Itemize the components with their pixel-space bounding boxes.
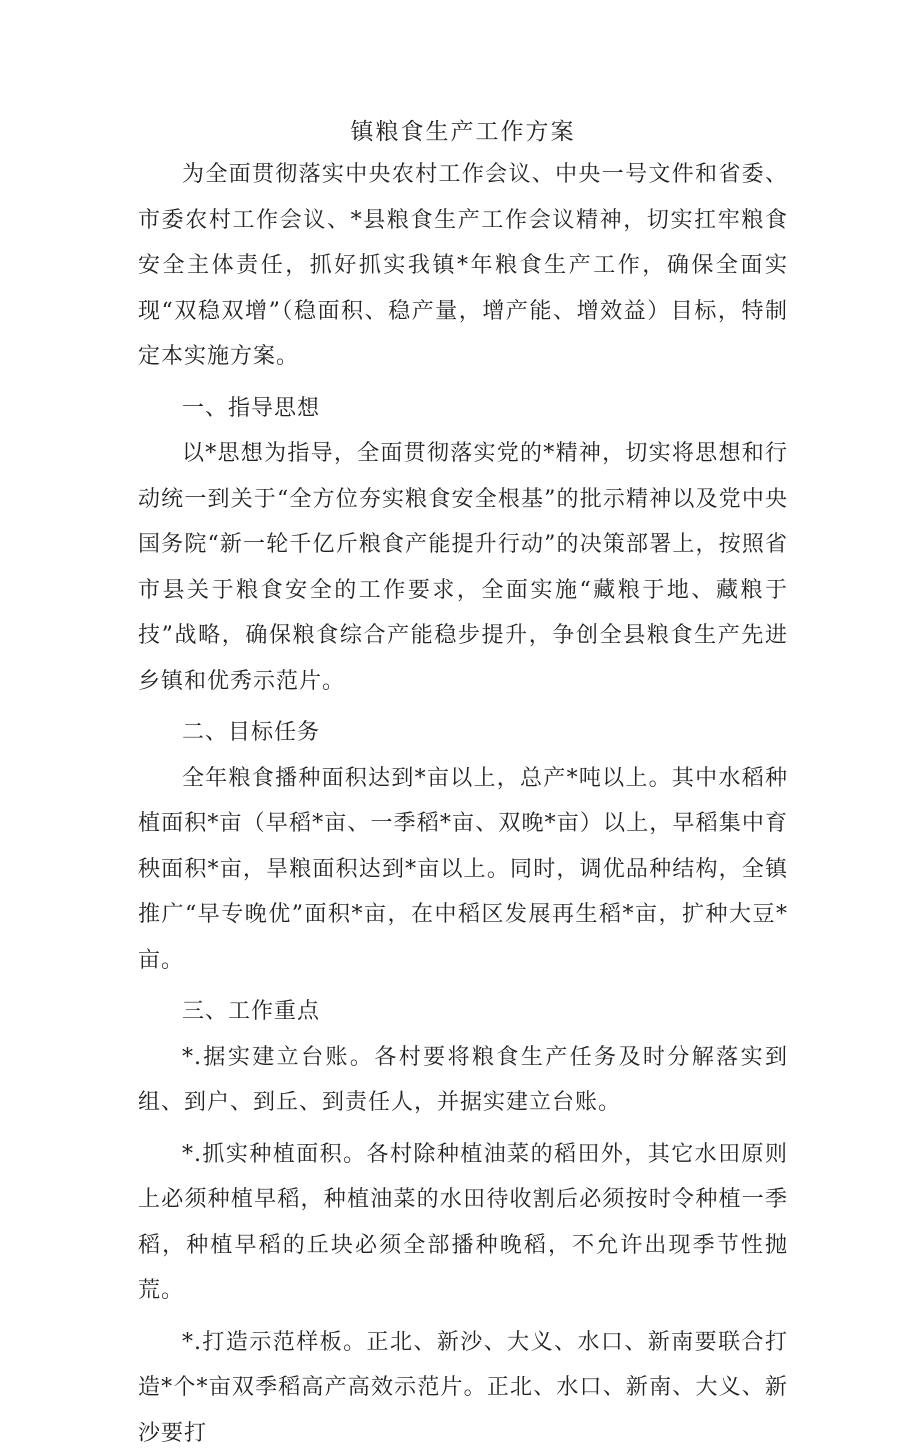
section-guiding-ideology bbox=[138, 386, 788, 705]
section-goals-tasks bbox=[138, 710, 788, 983]
section-work-focus bbox=[138, 989, 788, 1456]
section-paragraph: *.抓实种植面积。各村除种植油菜的稻田外，其它水田原则上必须种植早稻，种植油菜的水田待收割后必须按时令种植一季稻，种植早稻的丘块必须全部播种晚稻，不允许出现季节性抛荒。 bbox=[138, 1132, 788, 1314]
section-paragraph: 以*思想为指导，全面贯彻落实党的*精神，切实将思想和行动统一到关于“全方位夯实粮食安全根基”的批示精神以及党中央国务院“新一轮千亿斤粮食产能提升行动”的决策部署上，按照省市县关于粮食安全的工作要求，全面实施“藏粮于地、藏粮于技”战略，确保粮食综合产能稳步提升，争创全县粮食生产先进乡镇和优秀示范片。 bbox=[138, 431, 788, 704]
section-paragraph: *.打造示范样板。正北、新沙、大义、水口、新南要联合打造*个*亩双季稻高产高效示范片。正北、水口、新南、大义、新沙要打 bbox=[138, 1320, 788, 1456]
section-paragraph: 全年粮食播种面积达到*亩以上，总产*吨以上。其中水稻种植面积*亩（早稻*亩、一季稻*亩、双晚*亩）以上，早稻集中育秧面积*亩，旱粮面积达到*亩以上。同时，调优品种结构，全镇推广“早专晚优”面积*亩，在中稻区发展再生稻*亩，扩种大豆*亩。 bbox=[138, 756, 788, 984]
document-body bbox=[138, 112, 788, 1456]
document-title: 镇粮食生产工作方案 bbox=[138, 112, 788, 152]
section-heading: 一、指导思想 bbox=[138, 386, 788, 432]
section-heading: 三、工作重点 bbox=[138, 989, 788, 1035]
section-paragraph: *.据实建立台账。各村要将粮食生产任务及时分解落实到组、到户、到丘、到责任人，并据实建立台账。 bbox=[138, 1035, 788, 1126]
intro-paragraph: 为全面贯彻落实中央农村工作会议、中央一号文件和省委、市委农村工作会议、*县粮食生产工作会议精神，切实扛牢粮食安全主体责任，抓好抓实我镇*年粮食生产工作，确保全面实现“双稳双增”（稳面积、稳产量，增产能、增效益）目标，特制定本实施方案。 bbox=[138, 152, 788, 380]
section-heading: 二、目标任务 bbox=[138, 710, 788, 756]
